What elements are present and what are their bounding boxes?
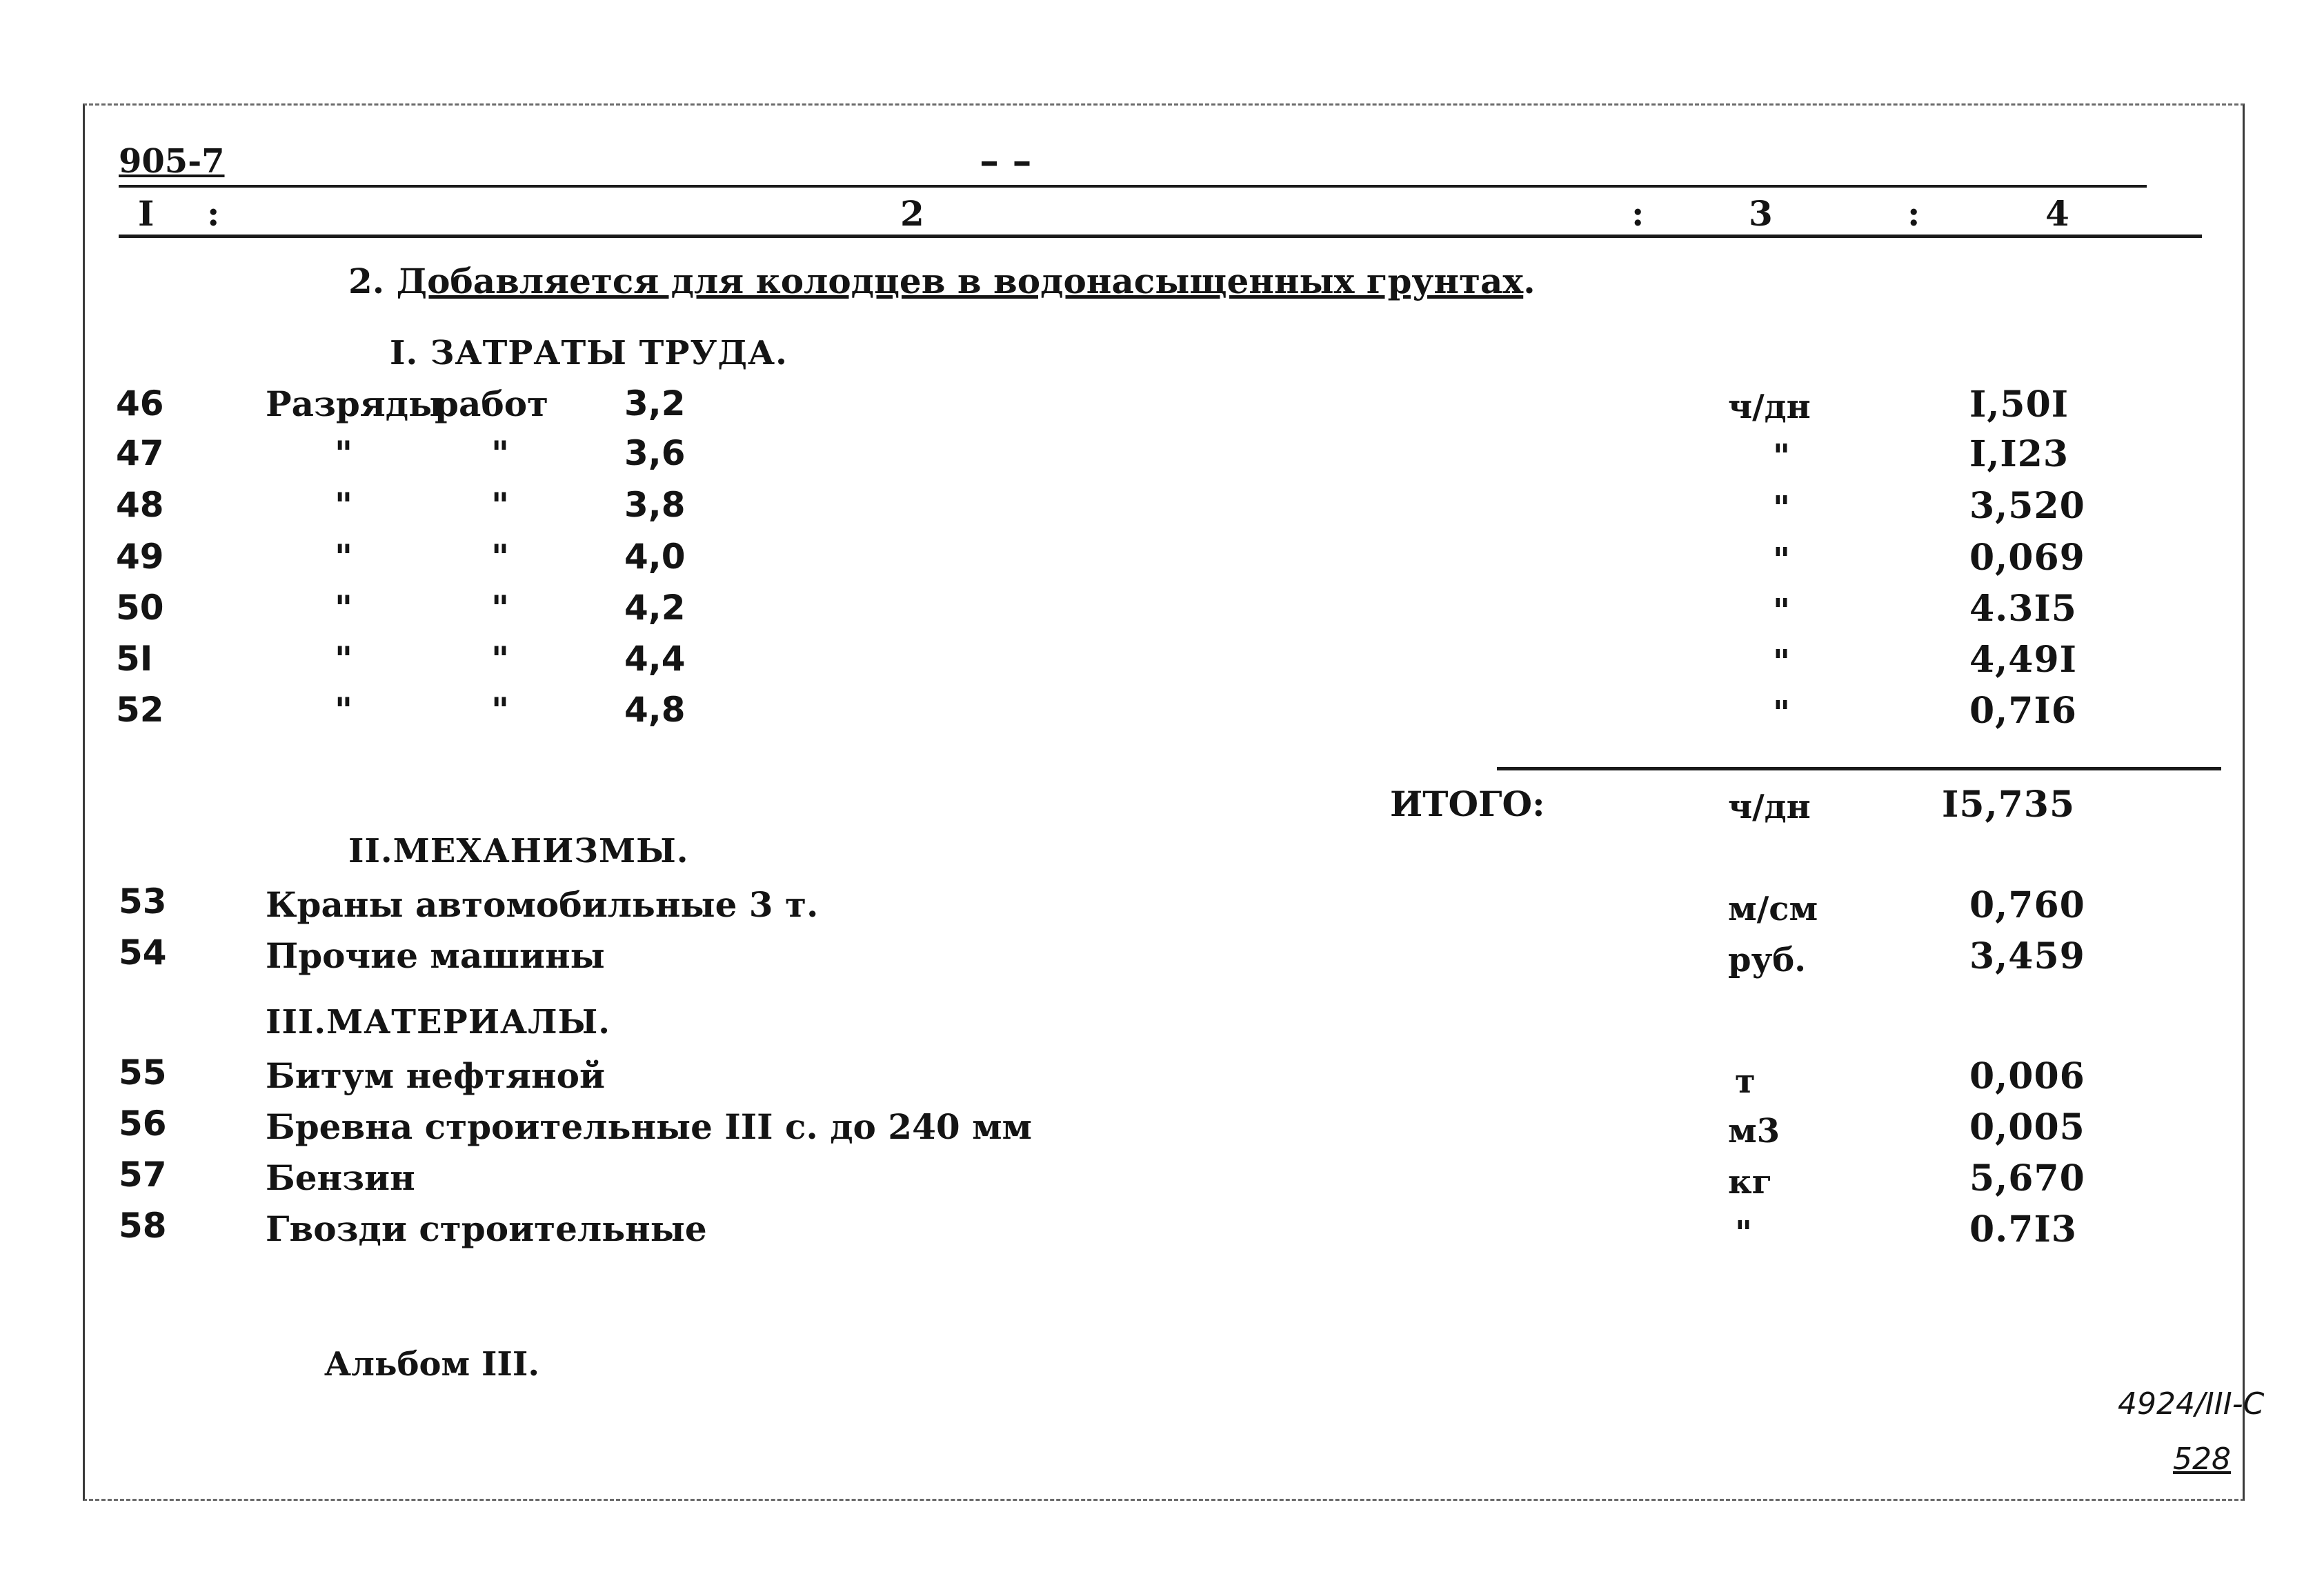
header-dashes: – – <box>980 138 1032 183</box>
row-unit: ч/дн <box>1728 388 1811 426</box>
row-grade: 3,2 <box>624 383 686 424</box>
row-unit: руб. <box>1728 941 1807 979</box>
row-value: 4,49I <box>1969 639 2077 681</box>
row-name-b: " <box>491 690 510 730</box>
row-value: 0,760 <box>1969 884 2085 926</box>
section-labor-heading: I. ЗАТРАТЫ ТРУДА. <box>390 334 788 372</box>
row-number: 57 <box>119 1155 167 1195</box>
document-code: 905-7 <box>119 142 225 181</box>
column-header-2: 2 <box>900 193 924 234</box>
row-number: 52 <box>116 690 164 730</box>
row-number: 5I <box>116 639 153 679</box>
column-header-4: 4 <box>2045 193 2069 234</box>
row-value: I,50I <box>1969 383 2069 426</box>
row-number: 56 <box>119 1104 167 1144</box>
total-unit: ч/дн <box>1728 788 1811 826</box>
column-separator: : <box>207 193 220 234</box>
row-number: 49 <box>116 537 164 577</box>
total-value: I5,735 <box>1942 784 2076 826</box>
row-name: Гвозди строительные <box>266 1208 707 1249</box>
section-mechanisms-heading: II.МЕХАНИЗМЫ. <box>348 832 689 870</box>
row-number: 46 <box>116 383 164 424</box>
row-name: Бензин <box>266 1157 415 1198</box>
row-value: 0,069 <box>1969 537 2085 579</box>
total-label: ИТОГО: <box>1390 784 1545 824</box>
column-header-1: I <box>138 193 155 234</box>
row-value: 0,006 <box>1969 1055 2085 1097</box>
row-name-b: " <box>491 485 510 526</box>
row-value: 3,459 <box>1969 935 2085 977</box>
archive-stamp: 4924/III-С <box>2118 1386 2265 1422</box>
row-grade: 3,8 <box>624 485 686 525</box>
row-name-b: " <box>491 433 510 474</box>
section-materials-heading: III.МАТЕРИАЛЫ. <box>266 1003 610 1042</box>
row-name-b: " <box>491 588 510 628</box>
row-unit: " <box>1735 1214 1753 1253</box>
row-unit: " <box>1773 541 1791 579</box>
row-value: 5,670 <box>1969 1157 2085 1199</box>
row-grade: 3,6 <box>624 433 686 473</box>
album-label: Альбом III. <box>324 1345 540 1384</box>
header-rule-bottom <box>119 235 2202 238</box>
row-unit: " <box>1773 643 1791 681</box>
row-grade: 4,2 <box>624 588 686 628</box>
row-value: 0,005 <box>1969 1106 2085 1148</box>
row-name-b: работ <box>435 383 549 424</box>
row-name-b: " <box>491 639 510 679</box>
row-name-a: " <box>335 588 353 628</box>
column-separator: : <box>1907 193 1920 234</box>
row-name-b: " <box>491 537 510 577</box>
row-grade: 4,4 <box>624 639 686 679</box>
row-grade: 4,8 <box>624 690 686 730</box>
row-number: 50 <box>116 588 164 628</box>
row-name-a: " <box>335 433 353 474</box>
row-name-a: " <box>335 639 353 679</box>
row-number: 53 <box>119 881 167 921</box>
title-text: Добавляется для колодцев в водонасыщенных грунтах <box>396 261 1524 301</box>
row-unit: кг <box>1728 1163 1773 1202</box>
header-rule-top <box>119 185 2147 188</box>
row-unit: " <box>1773 694 1791 733</box>
row-name-a: " <box>335 690 353 730</box>
section-title <box>348 261 1536 301</box>
page-frame <box>83 103 2245 1501</box>
row-grade: 4,0 <box>624 537 686 577</box>
total-rule <box>1497 767 2221 770</box>
row-name: Битум нефтяной <box>266 1055 606 1096</box>
row-name-a: " <box>335 537 353 577</box>
row-value: 4.3I5 <box>1969 588 2077 630</box>
title-prefix: 2. <box>348 261 397 301</box>
row-number: 55 <box>119 1053 167 1093</box>
row-name-a: " <box>335 485 353 526</box>
row-unit: " <box>1773 592 1791 630</box>
column-header-3: 3 <box>1749 193 1773 234</box>
row-unit: " <box>1773 437 1791 476</box>
row-name: Краны автомобильные 3 т. <box>266 884 819 925</box>
row-unit: м3 <box>1728 1112 1780 1150</box>
page-number: 528 <box>2173 1442 2231 1477</box>
row-number: 48 <box>116 485 164 525</box>
row-value: 0.7I3 <box>1969 1208 2077 1251</box>
row-name-a: Разряды <box>266 383 444 424</box>
row-value: 3,520 <box>1969 485 2085 527</box>
row-unit: т <box>1735 1062 1756 1101</box>
row-name: Прочие машины <box>266 935 605 976</box>
row-number: 58 <box>119 1206 167 1246</box>
row-unit: м/см <box>1728 890 1818 928</box>
row-value: I,I23 <box>1969 433 2069 475</box>
row-unit: " <box>1773 489 1791 528</box>
title-suffix: . <box>1523 261 1536 301</box>
row-value: 0,7I6 <box>1969 690 2077 732</box>
row-number: 54 <box>119 933 167 973</box>
row-number: 47 <box>116 433 164 473</box>
row-name: Бревна строительные III с. до 240 мм <box>266 1106 1032 1147</box>
column-separator: : <box>1631 193 1645 234</box>
